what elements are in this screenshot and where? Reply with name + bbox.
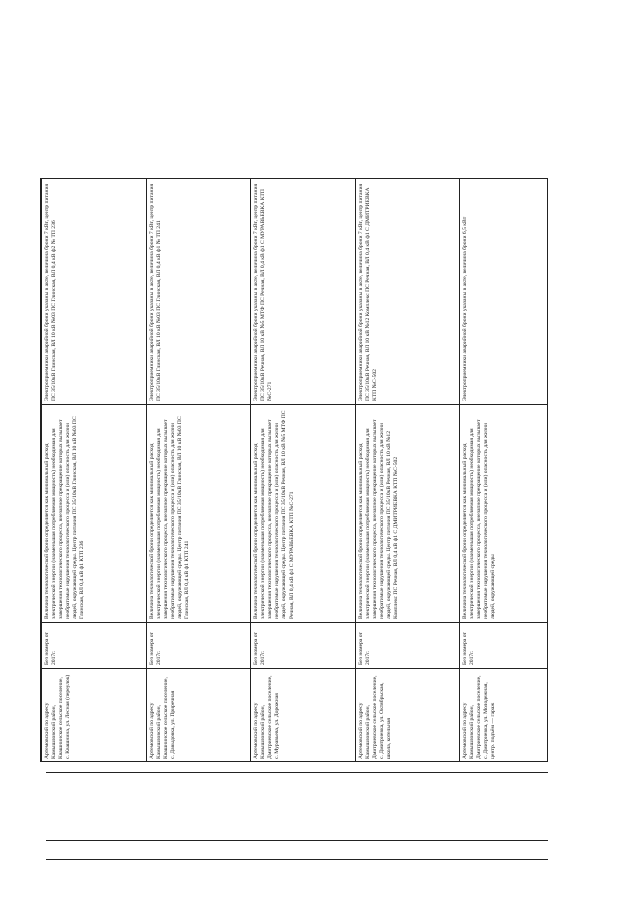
brone-cell: Электроприемники аварийной брони указаны в акте, величина брони 7 кВт, центр питания ПС 35/10кВ Речная, ВЛ 10 кВ №5 МТФ ПС Речная, ВЛ 0,4 кВ ф1 С МУРАВЬЕВКА КТП №С-271 <box>251 179 356 405</box>
address-cell: Артемовский по адресу Камышловский район, Дмитриевское сельское поселение, с. Дмитриевка, ул. Молодежная, центр. подъём — гараж <box>460 669 548 763</box>
brone-cell: Электроприемники аварийной брони указаны в акте, величина брони 7 кВт, центр питания ПС 35/10кВ Речная, ВЛ 10 кВ №12 Комплекс ПС Речная, ВЛ 0,4 кВ ф1 С ДМИТРИЕВКА КТП №С-502 <box>355 179 460 405</box>
horizontal-rule <box>46 859 548 860</box>
rotated-table <box>41 179 548 762</box>
address-cell: Артемовский по адресу Камышловский район, Дмитриевское сельское поселение, с. Дмитриевка, ул. Октябрьская, школа, котельная <box>355 669 460 763</box>
brone-cell: Электроприемники аварийной брони указаны в акте, величина брони 7 кВт, центр питания ПС 35/10кВ Глинская, ВЛ 10 кВ №03 ПС Глинская, ВЛ 0,4 кВ ф2 № ТП 236 <box>42 179 147 405</box>
table-row <box>251 179 356 763</box>
address-cell: Артемовский по адресу Камышловский район, Квашнинское сельское поселение, с. Квашнина, ул. Лесная (переулок) <box>42 669 147 763</box>
term-cell: Без номера от 2017г. <box>42 623 147 669</box>
description-cell: Величина технологической брони определяется как минимальный расход электрической энергии (наименьшая потребляемая мощность) необходимая для завершения технологического процесса, внезапное прекращение которых вызывает необратимые нарушения технологического процесса и (или) опасность для жизни людей, окружающей среды <box>460 405 548 623</box>
address-cell: Артемовский по адресу Камышловский район, Квашнинское сельское поселение, с. Давыдовка, ул. Приречная <box>146 669 251 763</box>
horizontal-rule <box>46 772 548 773</box>
horizontal-rule <box>46 840 548 841</box>
brone-cell: Электроприемники аварийной брони указаны в акте, величина брони 7 кВт, центр питания ПС 35/10кВ Глинская, ВЛ 10 кВ №03 ПС Глинская, ВЛ 0,4 кВ ф1 № ТП 241 <box>146 179 251 405</box>
description-cell: Величина технологической брони определяется как минимальный расход электрической энергии (наименьшая потребляемая мощность) необходимая для завершения технологического процесса, внезапное прекращение которых вызывает необратимые нарушения технологического процесса и (или) опасность для жизни людей, окружающей среды. Центр питания ПС 35/10кВ Глинская, ВЛ 10 кВ №03 ПС Глинская, ВЛ 0,4 кВ ф1 КТП 241 <box>146 405 251 623</box>
term-cell: Без номера от 2017г. <box>251 623 356 669</box>
description-cell: Величина технологической брони определяется как минимальный расход электрической энергии (наименьшая потребляемая мощность) необходимая для завершения технологического процесса, внезапное прекращение которых вызывает необратимые нарушения технологического процесса и (или) опасность для жизни людей, окружающей среды. Центр питания ПС 35/10кВ Речная, ВЛ 10 кВ №5 МТФ ПС Речная, ВЛ 0,4 кВ ф1 С МУРАВЬЕВКА КТП №С-271 <box>251 405 356 623</box>
description-cell: Величина технологической брони определяется как минимальный расход электрической энергии (наименьшая потребляемая мощность) необходимая для завершения технологического процесса, внезапное прекращение которых вызывает необратимые нарушения технологического процесса и (или) опасность для жизни людей, окружающей среды. Центр питания ПС 35/10кВ Речная, ВЛ 10 кВ №12 Комплекс ПС Речная, ВЛ 0,4 кВ ф1 С ДМИТРИЕВКА КТП №С-502 <box>355 405 460 623</box>
address-cell: Артемовский по адресу Камышловский район, Дмитриевское сельское поселение, с. Муравьева, ул. Дорожная <box>251 669 356 763</box>
consumer-table <box>41 178 548 762</box>
term-cell: Без номера от 2017г. <box>146 623 251 669</box>
table-row <box>146 179 251 763</box>
table-row <box>460 179 548 763</box>
description-cell: Величина технологической брони определяется как минимальный расход электрической энергии (наименьшая потребляемая мощность) необходимая для завершения технологического процесса, внезапное прекращение которых вызывает необратимые нарушения технологического процесса и (или) опасность для жизни людей, окружающей среды. Центр питания ПС 35/10кВ Глинская, ВЛ 10 кВ №03 ПС Глинская, ВЛ 0,4 кВ ф1 КТП 236 <box>42 405 147 623</box>
term-cell: Без номера от 2017г. <box>460 623 548 669</box>
term-cell: Без номера от 2017г. <box>355 623 460 669</box>
table-row <box>42 179 147 763</box>
rotated-table-frame <box>40 178 548 762</box>
table-row <box>355 179 460 763</box>
brone-cell: Электроприемники аварийной брони указаны в акте, величина брони 6,5 кВт <box>460 179 548 405</box>
